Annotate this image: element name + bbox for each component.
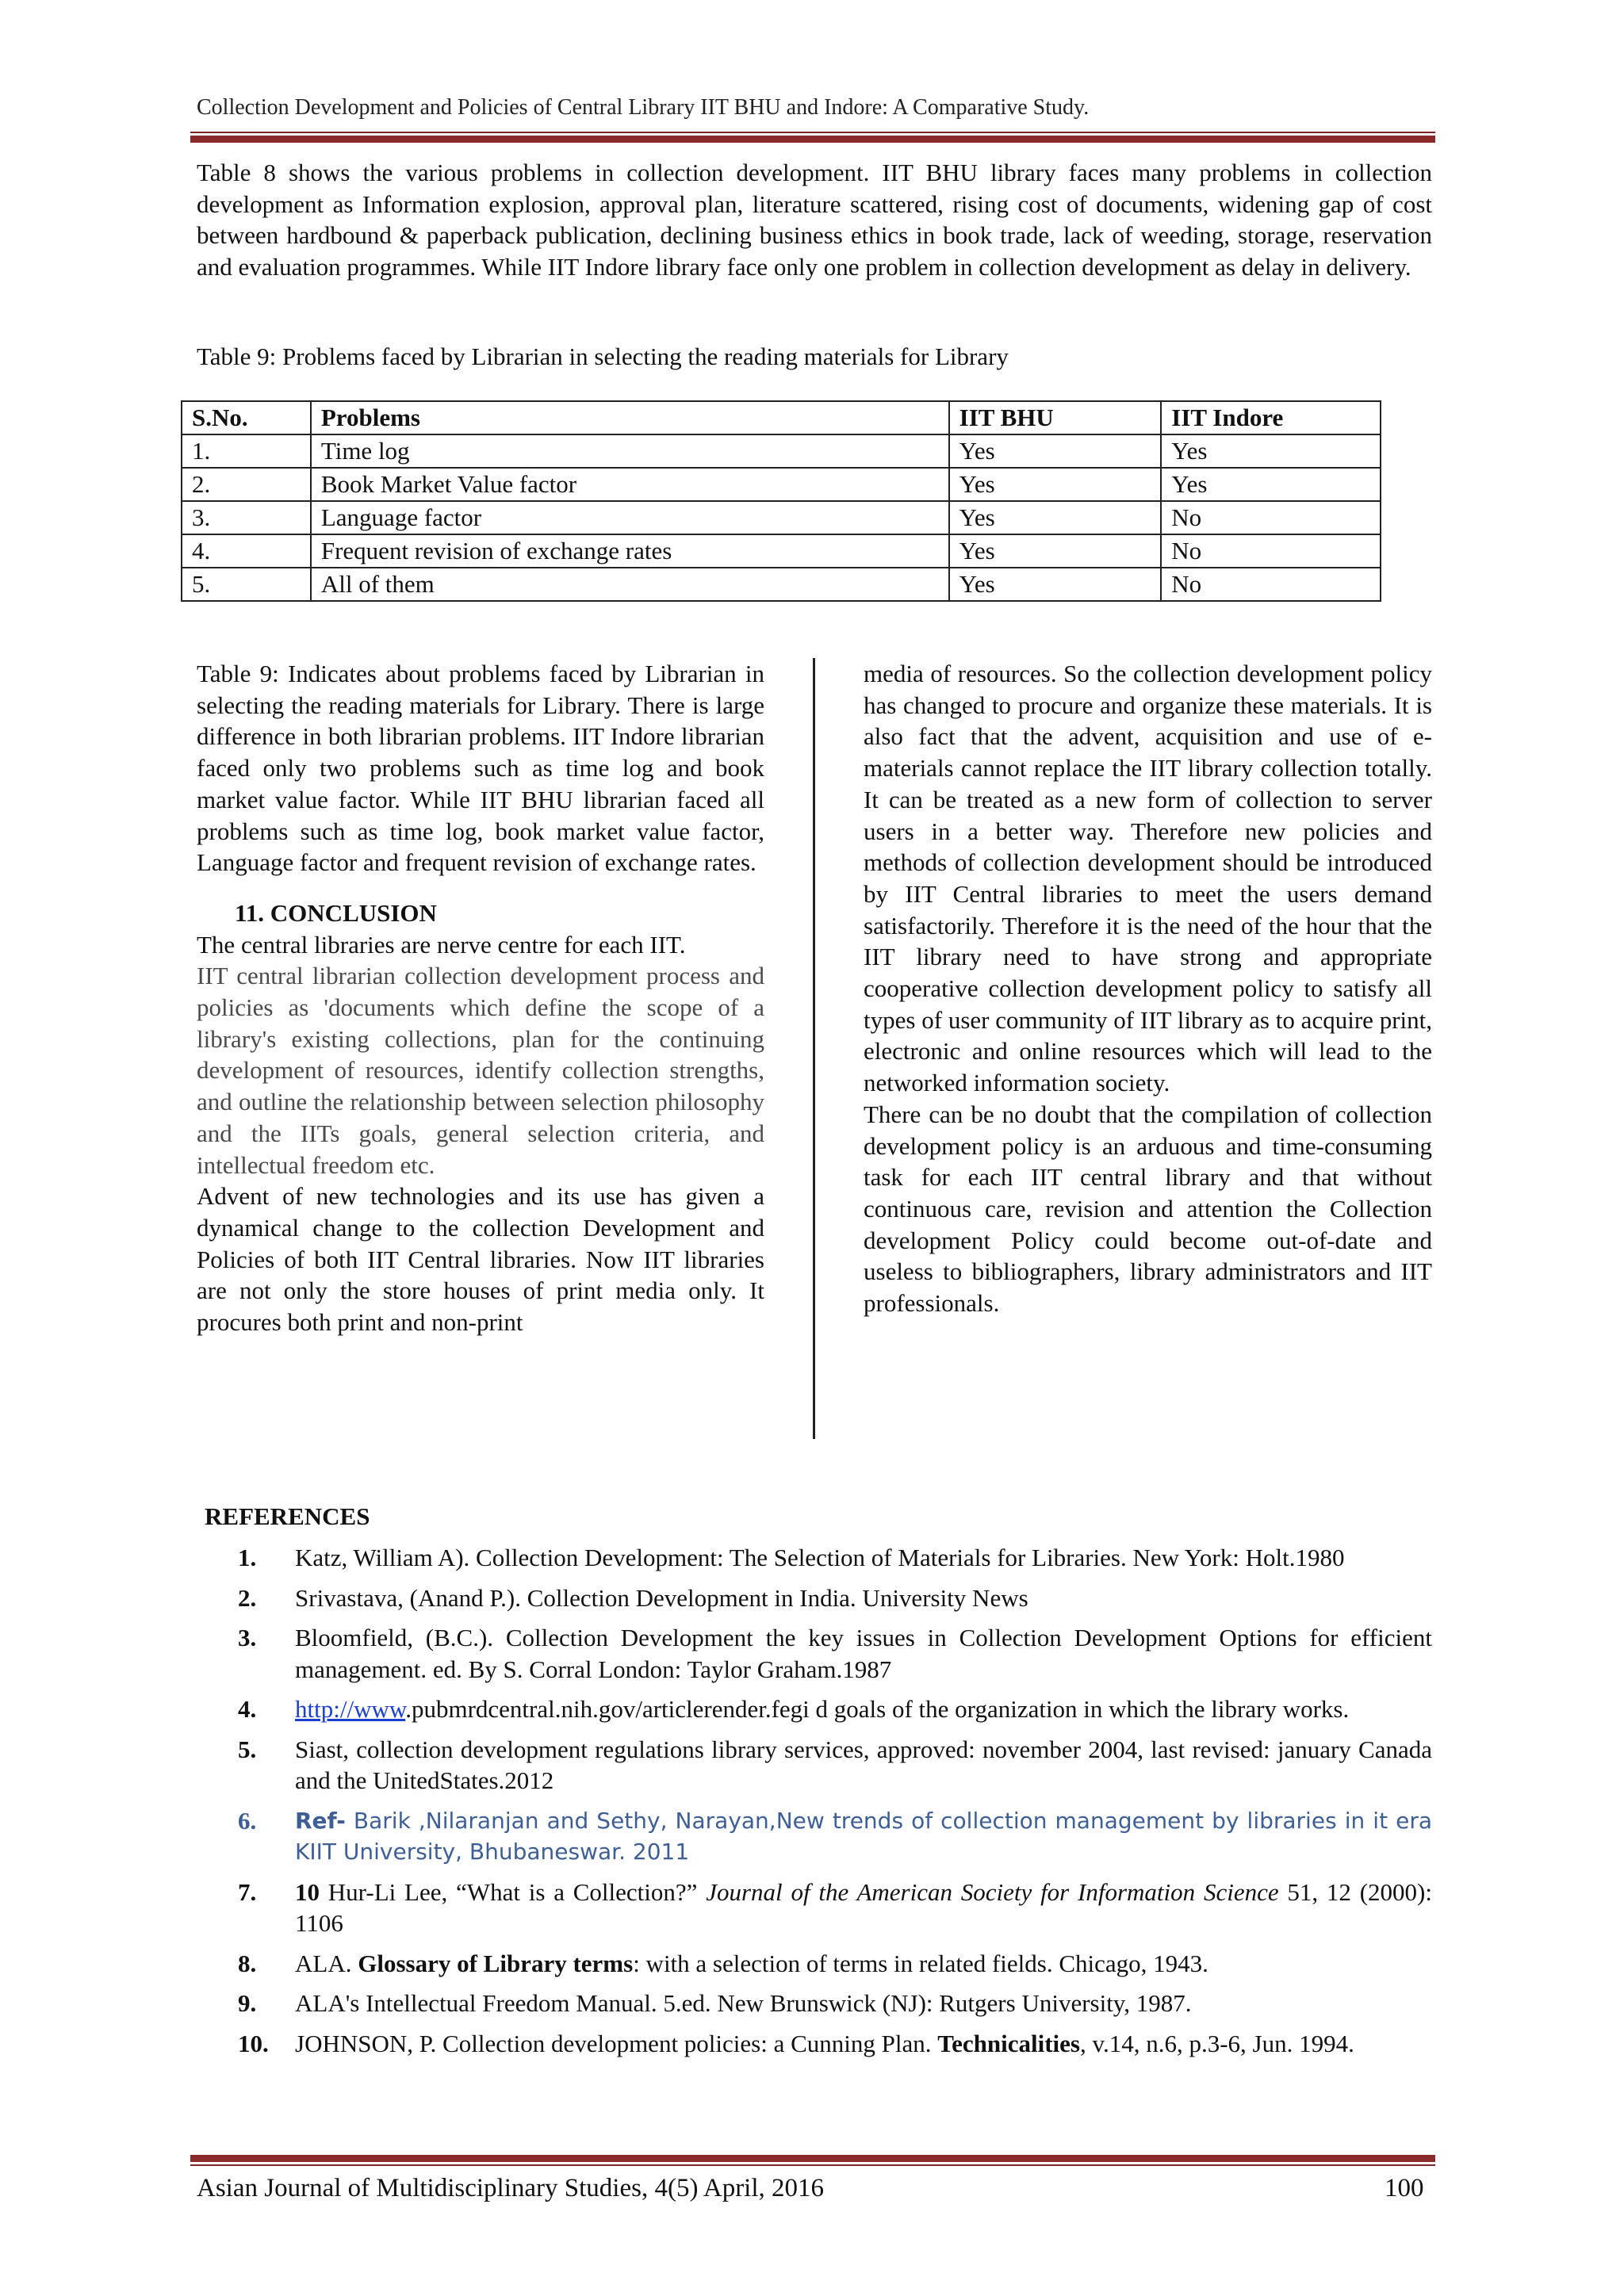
cell-problem: Language factor	[311, 501, 949, 534]
reference-number: 10.	[238, 2029, 269, 2057]
reference-text: : with a selection of terms in related fields. Chicago, 1943.	[633, 1949, 1208, 1977]
reference-item	[238, 1988, 1432, 2019]
cell-indore: Yes	[1161, 434, 1381, 468]
reference-bold: 10	[295, 1877, 320, 1906]
cell-sno: 3.	[182, 501, 311, 534]
table-row	[182, 468, 1381, 501]
right-paragraph-1: media of resources. So the collection development policy has changed to procure and organize these materials. It is also fact that the advent, acquisition and use of e-materials cannot replace the IIT library collection totally. It can be treated as a new form of collection to server users in a better way. Therefore new policies and methods of collection development should be introduced by IIT Central libraries to meet the users demand satisfactorily. Therefore it is the need of the hour that the IIT library need to have strong and appropriate cooperative collection development policy to satisfy all types of user community of IIT library as to acquire print, electronic and online resources which will lead to the networked information society.	[864, 660, 1432, 1097]
reference-text: 51, 12 (2000): 1106	[295, 1877, 1432, 1937]
reference-item	[238, 1693, 1432, 1725]
header-iit-indore: IIT Indore	[1161, 401, 1381, 434]
reference-number: 9.	[238, 1989, 257, 2017]
cell-bhu: Yes	[949, 568, 1162, 601]
reference-text: , v.14, n.6, p.3-6, Jun. 1994.	[1079, 2029, 1354, 2057]
table-header-row	[182, 401, 1381, 434]
intro-paragraph: Table 8 shows the various problems in collection development. IIT BHU library faces many problems in collection development as Information explosion, approval plan, literature scattered, rising cost of documents, widening gap of cost between hardbound & paperback publication, declining business ethics in book trade, lack of weeding, storage, reservation and evaluation programmes. While IIT Indore library face only one problem in collection development as delay in delivery.	[197, 159, 1432, 281]
reference-item	[238, 1948, 1432, 1980]
cell-indore: No	[1161, 568, 1381, 601]
reference-text: ALA.	[295, 1949, 358, 1977]
cell-indore: No	[1161, 501, 1381, 534]
reference-item	[238, 1805, 1432, 1868]
reference-bold: Glossary of Library terms	[358, 1949, 634, 1977]
page-number: 100	[1385, 2174, 1424, 2202]
header-sno: S.No.	[182, 401, 311, 434]
reference-number: 6.	[238, 1806, 257, 1835]
reference-text: .pubmrdcentral.nih.gov/articlerender.fegi d goals of the organization in which the library works.	[405, 1695, 1350, 1723]
table-row	[182, 434, 1381, 468]
right-column	[864, 658, 1432, 1319]
reference-journal: Journal of the American Society for Information Science	[706, 1877, 1279, 1906]
reference-text: Srivastava, (Anand P.). Collection Development in India. University News	[295, 1583, 1028, 1612]
right-paragraph-2: There can be no doubt that the compilation of collection development policy is an arduous and time-consuming task for each IIT central library and that without continuous care, revision and attention the Collection development Policy could become out-of-date and useless to bibliographers, library administrators and IIT professionals.	[864, 1100, 1432, 1318]
cell-problem: Book Market Value factor	[311, 468, 949, 501]
cell-bhu: Yes	[949, 468, 1162, 501]
reference-text: Hur-Li Lee, “What is a Collection?”	[320, 1877, 707, 1906]
table-row	[182, 534, 1381, 568]
cell-sno: 5.	[182, 568, 311, 601]
cell-sno: 2.	[182, 468, 311, 501]
running-header: Collection Development and Policies of Central Library IIT BHU and Indore: A Comparative Study.	[197, 95, 1090, 120]
cell-bhu: Yes	[949, 534, 1162, 568]
reference-item	[238, 1877, 1432, 1939]
problems-table	[181, 400, 1381, 602]
cell-bhu: Yes	[949, 434, 1162, 468]
reference-bold: Technicalities	[937, 2029, 1080, 2057]
table-row	[182, 501, 1381, 534]
reference-text: Bloomfield, (B.C.). Collection Development the key issues in Collection Development Options for efficient management. ed. By S. Corral London: Taylor Graham.1987	[295, 1624, 1432, 1683]
reference-text: JOHNSON, P. Collection development policies: a Cunning Plan.	[295, 2029, 938, 2057]
reference-text: ALA's Intellectual Freedom Manual. 5.ed. New Brunswick (NJ): Rutgers University, 1987.	[295, 1989, 1192, 2017]
reference-item	[238, 1582, 1432, 1614]
references-heading: REFERENCES	[205, 1502, 370, 1530]
cell-problem: All of them	[311, 568, 949, 601]
conclusion-paragraph-1: The central libraries are nerve centre for each IIT.	[197, 930, 686, 959]
left-column	[197, 658, 764, 1338]
reference-text: Barik ,Nilaranjan and Sethy, Narayan,New trends of collection management by libraries in it era KIIT University, Bhubaneswar. 2011	[295, 1807, 1432, 1865]
cell-problem: Frequent revision of exchange rates	[311, 534, 949, 568]
reference-number: 4.	[238, 1695, 257, 1723]
conclusion-heading: 11. CONCLUSION	[235, 898, 437, 927]
footer-rule	[190, 2155, 1435, 2166]
column-divider	[813, 658, 815, 1439]
cell-problem: Time log	[311, 434, 949, 468]
reference-number: 8.	[238, 1949, 257, 1977]
conclusion-paragraph-3: Advent of new technologies and its use has given a dynamical change to the collection Development and Policies of both IIT Central libraries. Now IIT libraries are not only the store houses of print media only. It procures both print and non-print	[197, 1182, 764, 1337]
cell-indore: No	[1161, 534, 1381, 568]
header-rule	[190, 132, 1435, 143]
reference-number: 7.	[238, 1877, 257, 1906]
reference-item	[238, 1542, 1432, 1574]
cell-sno: 1.	[182, 434, 311, 468]
cell-sno: 4.	[182, 534, 311, 568]
reference-text: Siast, collection development regulations library services, approved: november 2004, last revised: january Canada and the UnitedStates.2012	[295, 1735, 1432, 1794]
reference-text: Katz, William A). Collection Development: The Selection of Materials for Libraries. New York: Holt.1980	[295, 1544, 1345, 1571]
table-caption: Table 9: Problems faced by Librarian in selecting the reading materials for Library	[197, 342, 1009, 370]
reference-link[interactable]: http://www	[295, 1695, 406, 1723]
reference-item	[238, 1734, 1432, 1797]
references-list	[238, 1542, 1432, 2068]
reference-prefix: Ref-	[295, 1807, 346, 1834]
reference-item	[238, 1622, 1432, 1685]
table9-discussion: Table 9: Indicates about problems faced by Librarian in selecting the reading materials for Library. There is large difference in both librarian problems. IIT Indore librarian faced only two problems such as time log and book market value factor. While IIT BHU librarian faced all problems such as time log, book market value factor, Language factor and frequent revision of exchange rates.	[197, 660, 764, 877]
reference-number: 2.	[238, 1583, 257, 1612]
cell-bhu: Yes	[949, 501, 1162, 534]
table-row	[182, 568, 1381, 601]
reference-number: 3.	[238, 1624, 257, 1651]
cell-indore: Yes	[1161, 468, 1381, 501]
reference-number: 5.	[238, 1735, 257, 1763]
header-problems: Problems	[311, 401, 949, 434]
reference-number: 1.	[238, 1544, 257, 1571]
header-iit-bhu: IIT BHU	[949, 401, 1162, 434]
footer-journal: Asian Journal of Multidisciplinary Studies, 4(5) April, 2016	[197, 2174, 825, 2202]
reference-item	[238, 2028, 1432, 2060]
conclusion-paragraph-2: IIT central librarian collection development process and policies as 'documents which define the scope of a library's existing collections, plan for the continuing development of resources, identify collection strengths, and outline the relationship between selection philosophy and the IITs goals, general selection criteria, and intellectual freedom etc.	[197, 962, 764, 1179]
